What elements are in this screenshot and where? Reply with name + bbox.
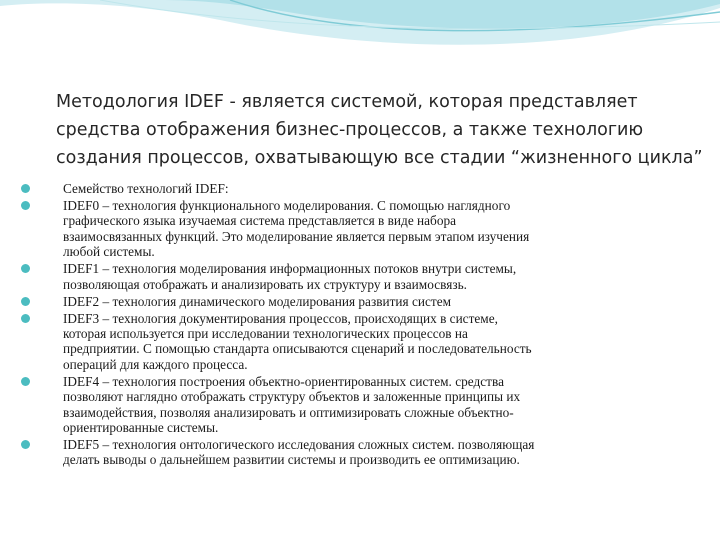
item-line: взаимосвязанных функций. Это моделирование является первым этапом изучения [63, 228, 530, 244]
item-line: любой системы. [63, 244, 155, 260]
item-line: IDEF4 – технология построения объектно-ориентированных систем. средства [63, 373, 504, 389]
item-line: позволяющая отображать и анализировать их структуру и взаимосвязь. [63, 276, 467, 292]
idef-list [21, 181, 706, 469]
bullet-icon [21, 184, 30, 193]
item-line: ориентированные системы. [63, 420, 219, 436]
title-line: средства отображения бизнес-процессов, а также технологию [56, 120, 644, 140]
list-item [21, 311, 706, 373]
bullet-icon [21, 297, 30, 306]
item-line: взаимодействия, позволяя анализировать и оптимизировать сложные объектно- [63, 404, 514, 420]
item-line: IDEF5 – технология онтологического исследования сложных систем. позволяющая [63, 437, 535, 453]
item-line: позволяют наглядно отображать структуру объектов и заложенные принципы их [63, 389, 521, 405]
item-line: операций для каждого процесса. [63, 356, 248, 372]
page-title [56, 88, 716, 172]
list-item [21, 294, 706, 309]
item-line: IDEF2 – технология динамического моделирования развития систем [63, 293, 452, 309]
list-item [21, 437, 706, 468]
bullet-icon [21, 201, 30, 210]
list-item [21, 261, 706, 292]
bullet-icon [21, 377, 30, 386]
item-line: делать выводы о дальнейшем развитии системы и производить ее оптимизацию. [63, 452, 520, 468]
header-wave-decoration [0, 0, 720, 80]
item-line: Семейство технологий IDEF: [63, 181, 229, 196]
item-line: IDEF1 – технология моделирования информационных потоков внутри системы, [63, 261, 517, 277]
item-line: IDEF0 – технология функционального моделирования. С помощью наглядного [63, 198, 511, 213]
item-line: графического языка изучаемая система представляется в виде набора [63, 213, 457, 229]
list-item [21, 181, 706, 196]
list-item [21, 198, 706, 260]
bullet-icon [21, 314, 30, 323]
item-line: которая используется при исследовании технологических процессов на [63, 326, 468, 342]
bullet-icon [21, 264, 30, 273]
title-line: Методология IDEF - является системой, которая представляет [56, 92, 638, 112]
bullet-icon [21, 440, 30, 449]
item-line: IDEF3 – технология документирования процессов, происходящих в системе, [63, 310, 498, 326]
list-item [21, 374, 706, 436]
title-line: создания процессов, охватывающую все стадии “жизненного цикла” [56, 148, 703, 168]
item-line: предприятии. С помощью стандарта описываются сценарий и последовательность [63, 341, 532, 357]
